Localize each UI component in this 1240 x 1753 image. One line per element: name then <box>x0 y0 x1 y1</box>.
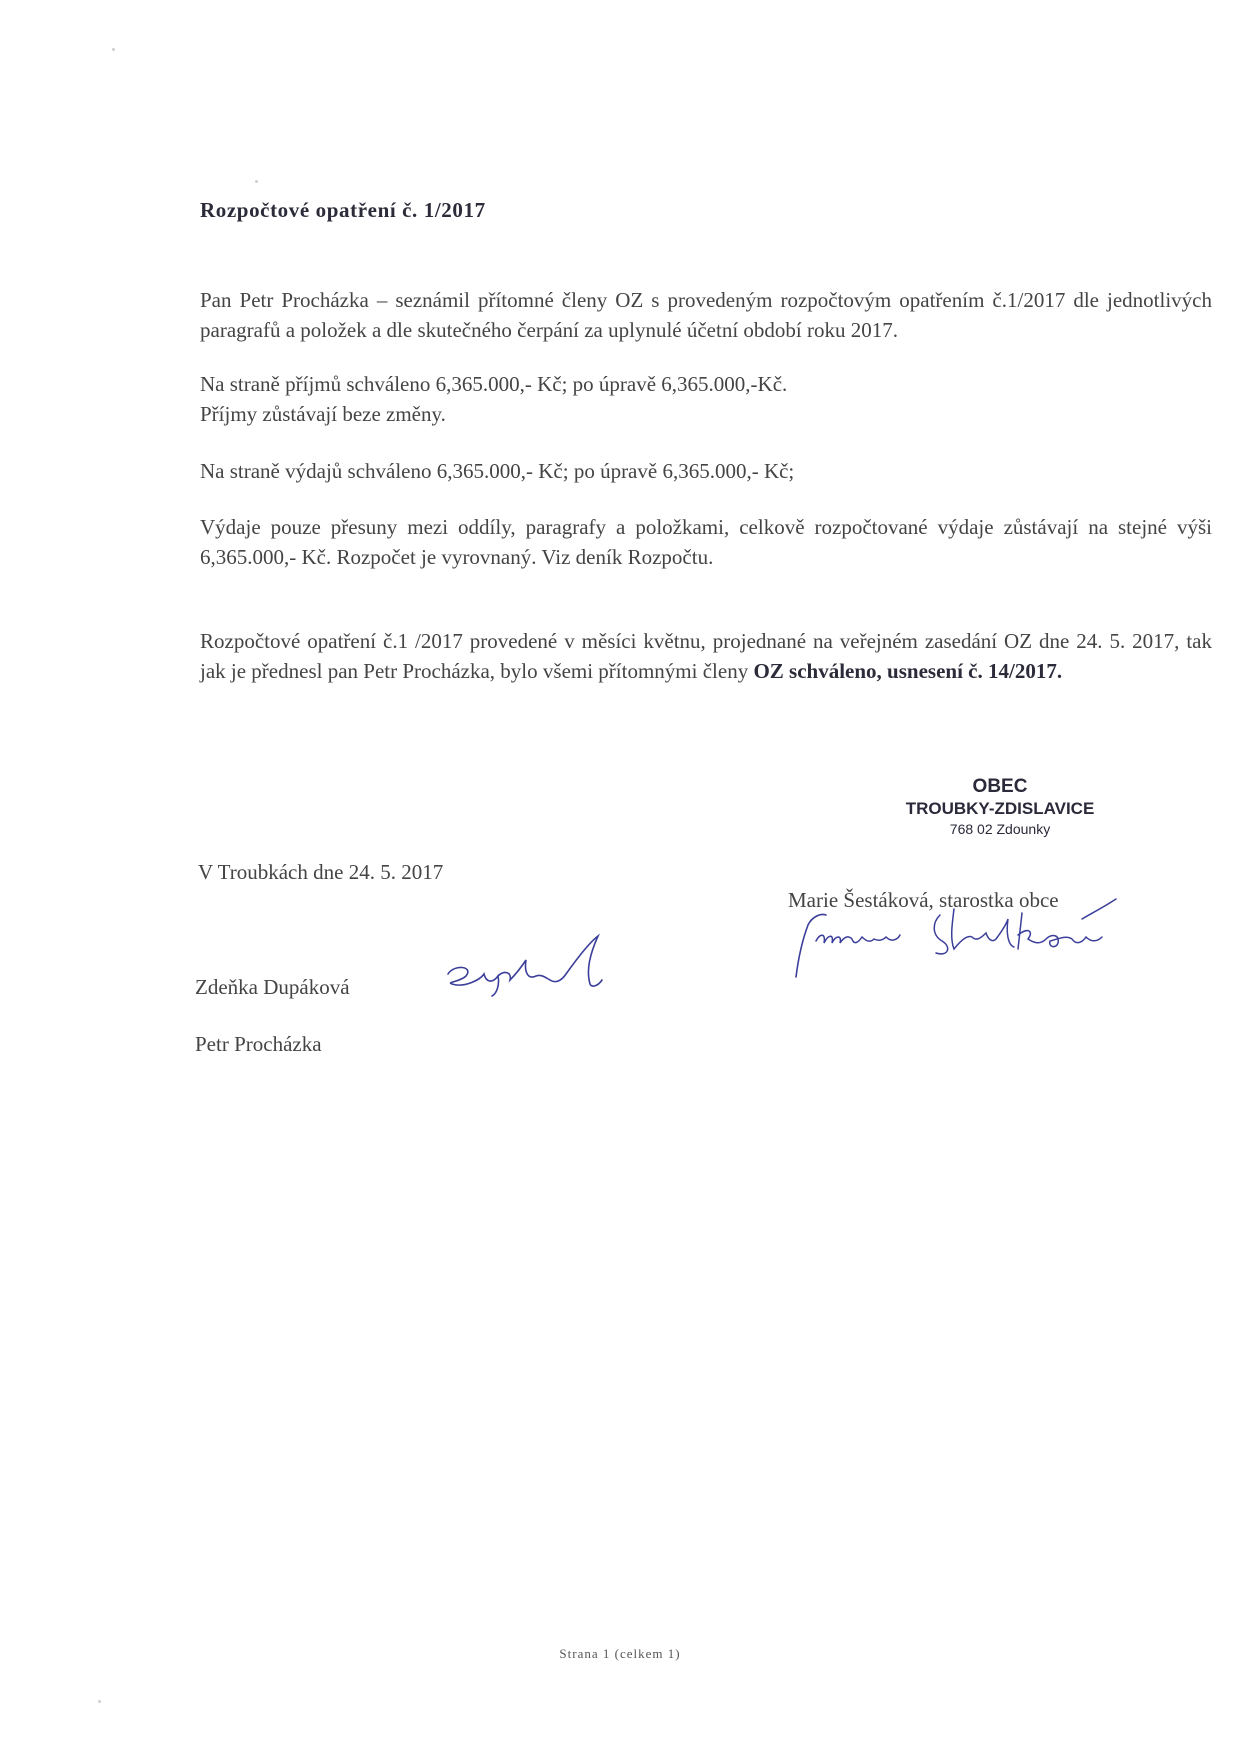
resolution-normal-text: Rozpočtové opatření č.1 /2017 provedené v měsíci květnu, projednané na veřejném zasedání OZ dne 24. 5. 2017, tak jak je přednesl pan Petr Procházka, bylo všemi přítomnými členy <box>200 629 1212 683</box>
stamp-line-1: OBEC <box>972 776 1028 797</box>
verifier-2-name: Petr Procházka <box>195 1032 322 1056</box>
signature-dupakova <box>440 930 610 1000</box>
resolution-bold-text: OZ schváleno, usnesení č. 14/2017. <box>753 659 1063 683</box>
verifier-1-name: Zdeňka Dupáková <box>195 975 350 999</box>
stamp-line-2: TROUBKY-ZDISLAVICE <box>905 799 1095 818</box>
municipality-stamp <box>880 776 1120 838</box>
paragraph-intro <box>200 285 1212 345</box>
paragraph-income <box>200 369 1212 429</box>
expenses-line: Na straně výdajů schváleno 6,365.000,- Kč; po úpravě 6,365.000,- Kč; <box>200 459 795 483</box>
page-footer: Strana 1 (celkem 1) <box>559 1646 681 1661</box>
expense-transfers-text: Výdaje pouze přesuny mezi oddíly, paragrafy a položkami, celkově rozpočtované výdaje zůstávají na stejné výši 6,365.000,- Kč. Rozpočet je vyrovnaný. Viz deník Rozpočtu. <box>200 515 1212 569</box>
scan-speck <box>98 1700 101 1703</box>
paragraph-resolution <box>200 626 1212 686</box>
stamp-line-3: 768 02 Zdounky <box>949 821 1051 837</box>
scan-speck <box>112 48 115 51</box>
paragraph-expenses <box>200 456 1212 486</box>
paragraph-intro-text: Pan Petr Procházka – seznámil přítomné členy OZ s provedeným rozpočtovým opatřením č.1/2017 dle jednotlivých paragrafů a položek a dle skutečného čerpání za uplynulé účetní období roku 2017. <box>200 288 1212 342</box>
scan-speck <box>255 180 258 183</box>
signature-sestakova <box>782 895 1122 995</box>
resolution-text <box>200 626 1212 686</box>
mayor-name: Marie Šestáková, starostka obce <box>788 888 1059 912</box>
income-line-1: Na straně příjmů schváleno 6,365.000,- Kč; po úpravě 6,365.000,-Kč. <box>200 372 788 396</box>
document-title: Rozpočtové opatření č. 1/2017 <box>200 198 486 222</box>
paragraph-expense-transfers <box>200 512 1212 572</box>
place-and-date: V Troubkách dne 24. 5. 2017 <box>198 860 444 884</box>
income-line-2: Příjmy zůstávají beze změny. <box>200 402 446 426</box>
